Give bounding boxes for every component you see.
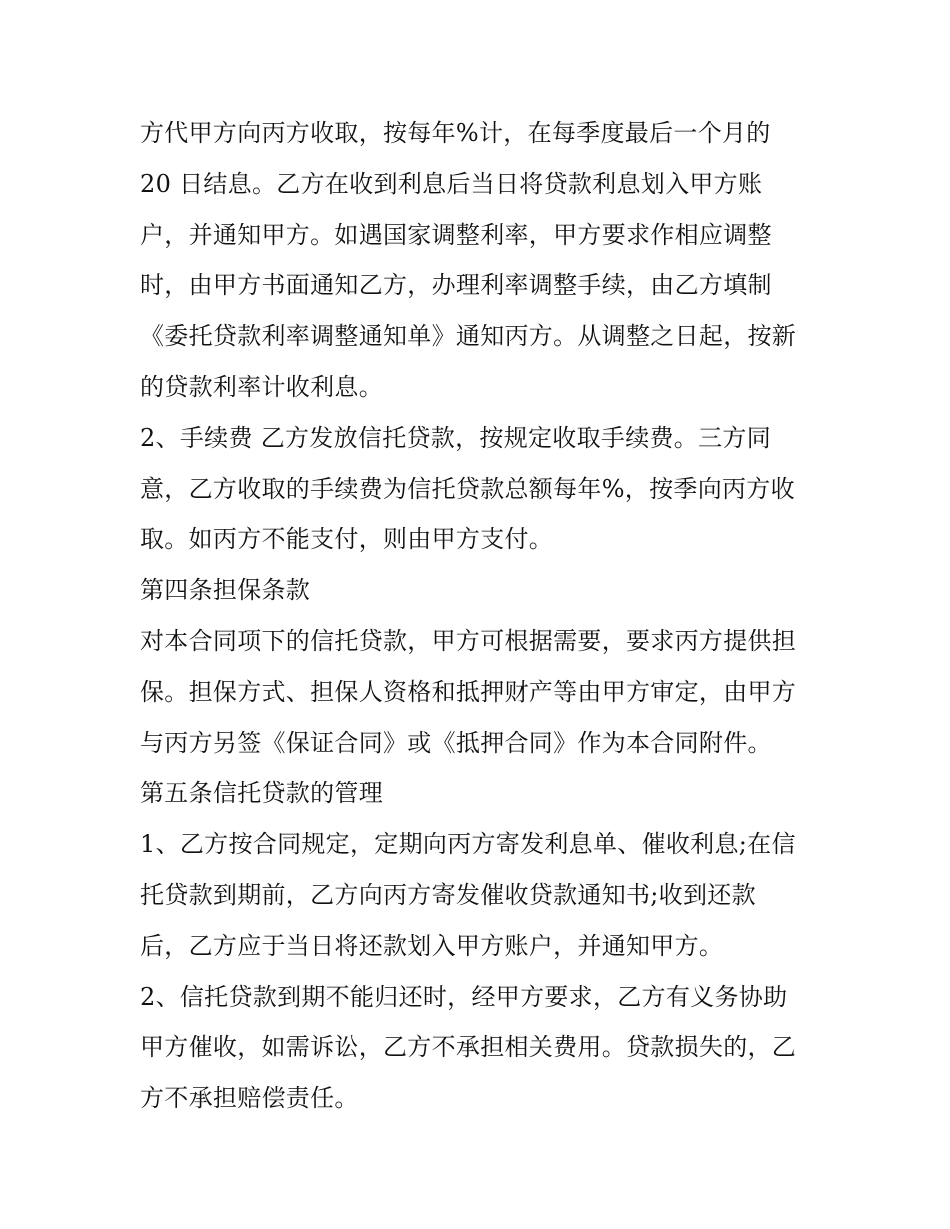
- text-line-3: 户，并通知甲方。如遇国家调整利率，甲方要求作相应调整: [140, 220, 772, 249]
- text-line-19: 甲方催收，如需诉讼，乙方不承担相关费用。贷款损失的，乙: [140, 1033, 797, 1062]
- text-line-17: 后，乙方应于当日将还款划入甲方账户，并通知甲方。: [140, 931, 724, 960]
- text-line-20: 方不承担赔偿责任。: [140, 1084, 359, 1113]
- text-line-7: 2、手续费 乙方发放信托贷款，按规定收取手续费。三方同: [140, 423, 771, 452]
- text-line-1: 方代甲方向丙方收取，按每年%计，在每季度最后一个月的: [140, 119, 771, 147]
- section-heading-4: 第四条担保条款: [140, 576, 311, 605]
- text-line-15: 1、乙方按合同规定，定期向丙方寄发利息单、催收利息;在信: [140, 830, 796, 859]
- text-line-11: 对本合同项下的信托贷款，甲方可根据需要，要求丙方提供担: [140, 626, 797, 655]
- text-line-6: 的贷款利率计收利息。: [140, 372, 383, 401]
- text-line-2: 20 日结息。乙方在收到利息后当日将贷款利息划入甲方账: [140, 169, 763, 198]
- text-line-13: 与丙方另签《保证合同》或《抵押合同》作为本合同附件。: [140, 728, 772, 757]
- text-line-8: 意，乙方收取的手续费为信托贷款总额每年%，按季向丙方收: [140, 474, 795, 503]
- text-line-12: 保。担保方式、担保人资格和抵押财产等由甲方审定，由甲方: [140, 677, 797, 706]
- text-line-16: 托贷款到期前，乙方向丙方寄发催收贷款通知书;收到还款: [140, 880, 756, 909]
- document-body: [140, 108, 830, 1124]
- section-heading-5: 第五条信托贷款的管理: [140, 779, 383, 808]
- text-line-4: 时，由甲方书面通知乙方，办理利率调整手续，由乙方填制: [140, 271, 772, 300]
- text-line-5: 《委托贷款利率调整通知单》通知丙方。从调整之日起，按新: [140, 322, 797, 351]
- text-line-9: 取。如丙方不能支付，则由甲方支付。: [140, 525, 554, 554]
- text-line-18: 2、信托贷款到期不能归还时，经甲方要求，乙方有义务协助: [140, 982, 788, 1011]
